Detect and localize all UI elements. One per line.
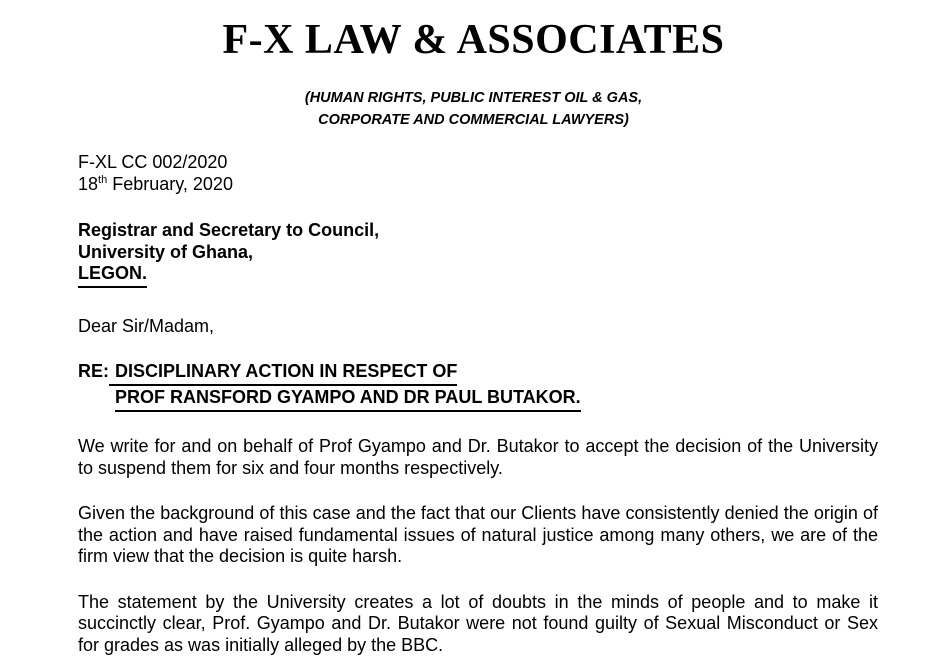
subject-line-1 [78, 360, 878, 386]
subject-title-line-2: PROF RANSFORD GYAMPO AND DR PAUL BUTAKOR. [115, 386, 581, 412]
letter-date [78, 174, 878, 196]
reference-block [78, 152, 878, 195]
addressee-line-3 [78, 263, 878, 288]
paragraph-2: Given the background of this case and the fact that our Clients have consistently denied the origin of the action and have raised fundamental issues of natural justice among many others, we are of the firm view that the decision is quite harsh. [78, 503, 878, 566]
firm-tagline-line-1: (HUMAN RIGHTS, PUBLIC INTEREST OIL & GAS, [304, 90, 643, 106]
letter-body [0, 152, 947, 656]
paragraph-3: The statement by the University creates a lot of doubts in the minds of people and to make it succinctly clear, Prof. Gyampo and Dr. Butakor were not found guilty of Sexual Misconduct or Sex for grades as was initially alleged by the BBC. [78, 591, 878, 655]
subject-prefix: RE: [78, 361, 109, 381]
date-day: 18 [78, 173, 99, 194]
subject-block [78, 360, 878, 412]
date-month-year: February, 2020 [107, 173, 233, 194]
firm-tagline-line-2: CORPORATE AND COMMERCIAL LAWYERS) [318, 111, 629, 128]
firm-name: F-X LAW & ASSOCIATES [222, 17, 725, 63]
reference-number: F-XL CC 002/2020 [78, 152, 228, 172]
firm-tagline [0, 88, 947, 131]
salutation: Dear Sir/Madam, [78, 315, 215, 336]
addressee-line-1: Registrar and Secretary to Council, [78, 220, 380, 240]
date-ordinal-suffix: th [98, 173, 108, 186]
paragraph-1: We write for and on behalf of Prof Gyampo and Dr. Butakor to accept the decision of the University to suspend them for six and four months respectively. [78, 436, 878, 478]
addressee-city: LEGON. [78, 263, 147, 288]
subject-title-line-1: DISCIPLINARY ACTION IN RESPECT OF [109, 360, 457, 386]
subject-line-2 [78, 386, 878, 412]
addressee-block [78, 220, 878, 288]
addressee-line-2: University of Ghana, [78, 241, 254, 262]
